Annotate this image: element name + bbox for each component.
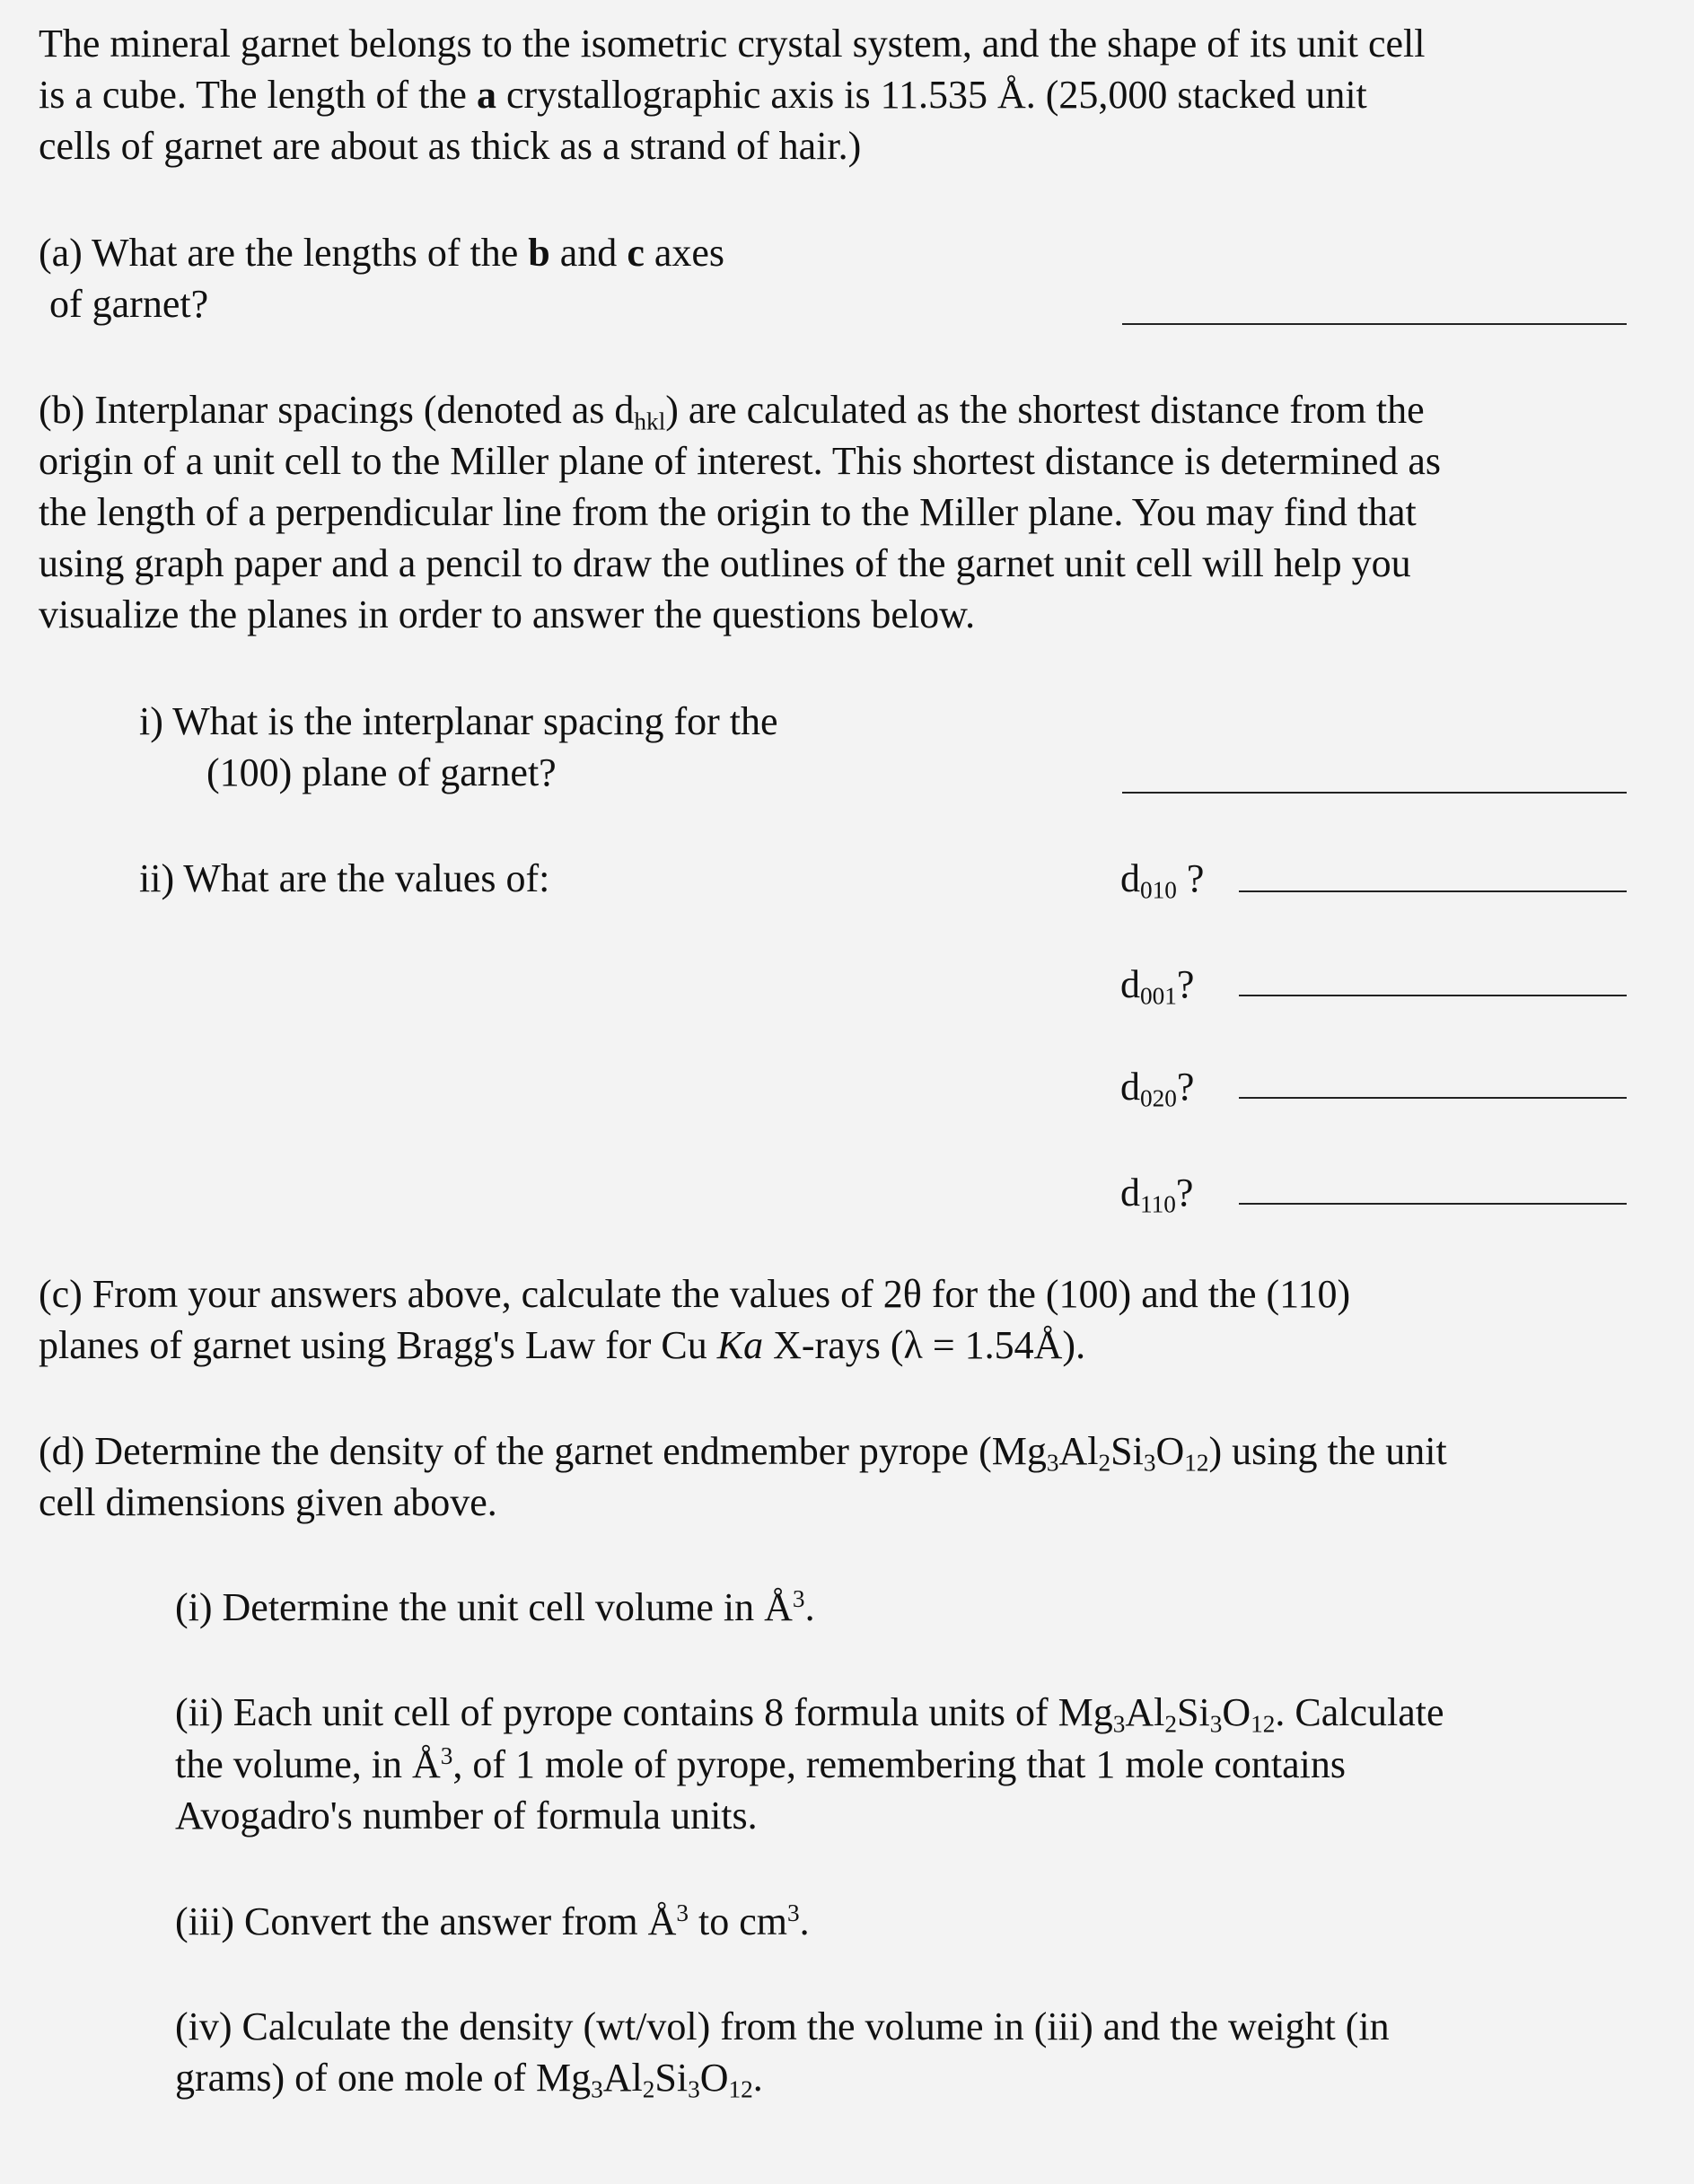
intro-line-1: The mineral garnet belongs to the isometric crystal system, and the shape of its unit cell bbox=[39, 22, 1426, 66]
part-b-line-5: visualize the planes in order to answer the questions below. bbox=[39, 592, 976, 636]
part-b-line-3: the length of a perpendicular line from the origin to the Miller plane. You may find that bbox=[39, 490, 1417, 534]
intro-line-2: is a cube. The length of the a crystallographic axis is 11.535 Å. (25,000 stacked unit bbox=[39, 73, 1367, 117]
d020-label: $d_{020}$? bbox=[1120, 1065, 1195, 1112]
part-d-i: (i) Determine the unit cell volume in $Å^3$. bbox=[175, 1585, 815, 1629]
part-d-iv-line-2: grams) of one mole of $Mg_3Al_2Si_3O_{12}$. bbox=[175, 2056, 763, 2103]
part-d-ii-line-3: Avogadro's number of formula units. bbox=[175, 1794, 758, 1838]
answer-blank-d110[interactable] bbox=[1239, 1203, 1627, 1205]
answer-blank-d020[interactable] bbox=[1239, 1097, 1627, 1099]
answer-blank-d010[interactable] bbox=[1239, 890, 1627, 892]
intro-line-3: cells of garnet are about as thick as a strand of hair.) bbox=[39, 124, 862, 168]
part-a-line-1: (a) What are the lengths of the b and c axes bbox=[39, 231, 725, 275]
d001-label: $d_{001}$? bbox=[1120, 962, 1195, 1010]
answer-blank-a[interactable] bbox=[1122, 323, 1627, 325]
d110-label: $d_{110}$? bbox=[1120, 1171, 1194, 1218]
part-b-ii-text: ii) What are the values of: bbox=[139, 856, 550, 900]
part-b-i-line-1: i) What is the interplanar spacing for the bbox=[139, 699, 778, 743]
part-c-line-1: (c) From your answers above, calculate the values of 2θ for the (100) and the (110) bbox=[39, 1272, 1351, 1316]
part-d-iii: (iii) Convert the answer from $Å^3$ to $cm^3$. bbox=[175, 1899, 810, 1943]
part-b-line-1: (b) Interplanar spacings (denoted as $d_{hkl}$) are calculated as the shortest distance from the bbox=[39, 388, 1425, 435]
part-b-line-2: origin of a unit cell to the Miller plane of interest. This shortest distance is determined as bbox=[39, 439, 1442, 483]
part-d-line-1: (d) Determine the density of the garnet endmember pyrope $(Mg_3Al_2Si_3O_{12})$ using the unit bbox=[39, 1429, 1447, 1477]
part-d-line-2: cell dimensions given above. bbox=[39, 1480, 497, 1524]
part-b-line-4: using graph paper and a pencil to draw the outlines of the garnet unit cell will help you bbox=[39, 541, 1411, 585]
part-d-ii-line-2: the volume, in $Å^3$, of 1 mole of pyrope, remembering that 1 mole contains bbox=[175, 1742, 1346, 1786]
answer-blank-d001[interactable] bbox=[1239, 995, 1627, 996]
part-c-line-2: planes of garnet using Bragg's Law for Cu Ka X-rays (λ = 1.54Å). bbox=[39, 1323, 1086, 1367]
d010-label: $d_{010}$ ? bbox=[1120, 856, 1205, 904]
part-d-iv-line-1: (iv) Calculate the density (wt/vol) from the volume in (iii) and the weight (in bbox=[175, 2004, 1390, 2048]
answer-blank-d100[interactable] bbox=[1122, 792, 1627, 794]
part-d-ii-line-1: (ii) Each unit cell of pyrope contains 8 formula units of $Mg_3Al_2Si_3O_{12}$. Calculate bbox=[175, 1690, 1444, 1738]
part-a-line-2: of garnet? bbox=[49, 282, 209, 326]
part-b-i-line-2: (100) plane of garnet? bbox=[206, 750, 557, 794]
